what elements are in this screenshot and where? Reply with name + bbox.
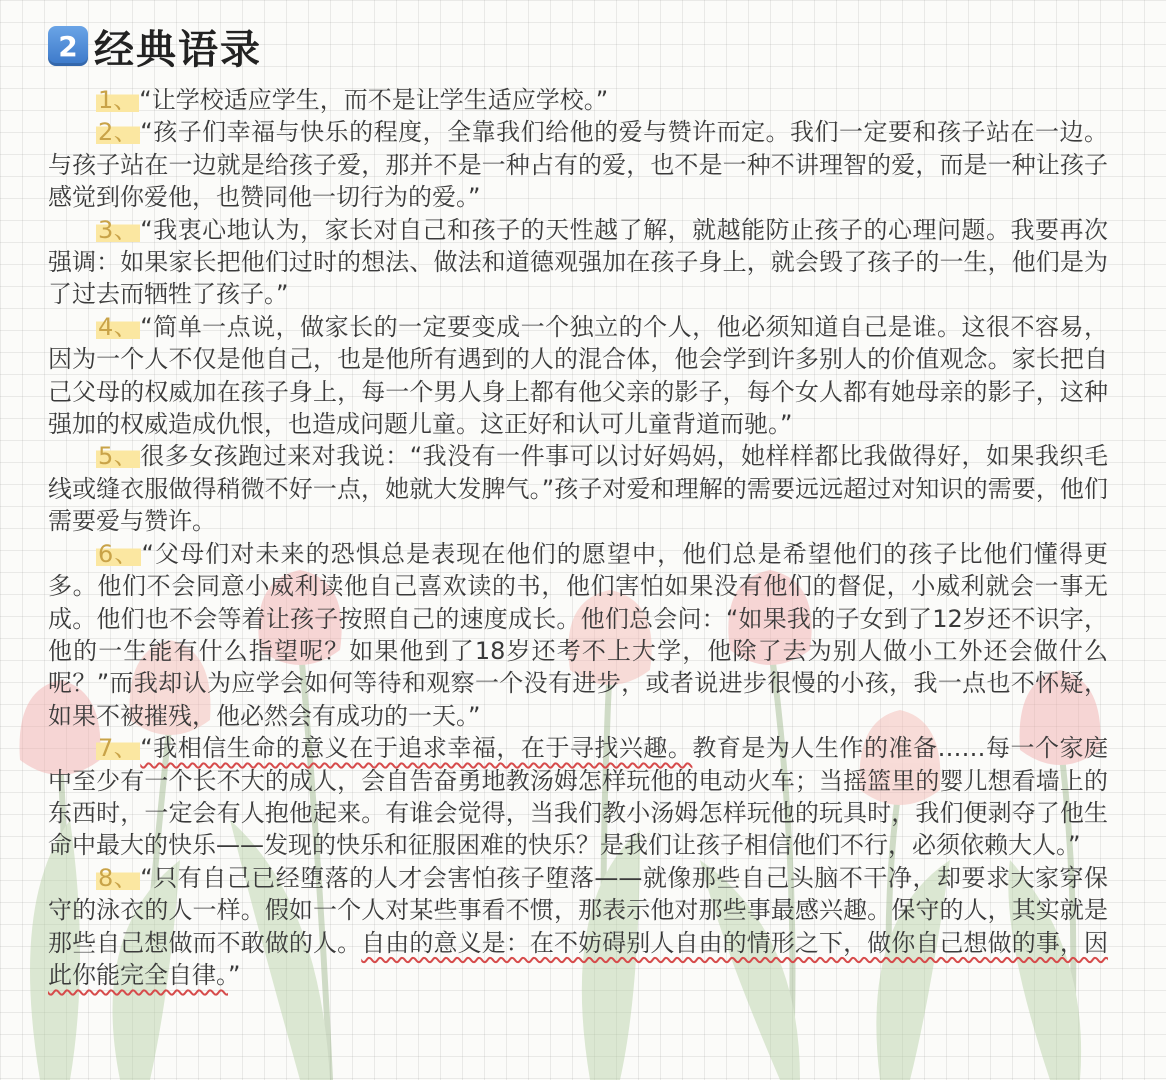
quote-number: 3、 — [98, 215, 139, 244]
quote-text: 教育是为人生作的准备……每一个家庭中至少有一个长不大的成人，会自告奋勇地教汤姆怎样玩他的电动火车；当摇篮里的婴儿想看墙上的东西时，一定会有人抱他起来。有谁会觉得，当我们教小汤姆怎样玩他的玩具时，我们便剥夺了他生命中最大的快乐——发现的快乐和征服困难的快乐？是我们让孩子相信他们不行，必须依赖大人。” — [48, 734, 1108, 860]
quote-text: “孩子们幸福与快乐的程度，全靠我们给他的爱与赞许而定。我们一定要和孩子站在一边。与孩子站在一边就是给孩子爱，那并不是一种占有的爱，也不是一种不讲理智的爱，而是一种让孩子感觉到你爱他，也赞同他一切行为的爱。” — [48, 118, 1108, 212]
quote-text: “父母们对未来的恐惧总是表现在他们的愿望中，他们总是希望他们的孩子比他们懂得更多。他们不会同意小威利读他自己喜欢读的书，他们害怕如果没有他们的督促，小威利就会一事无成。他们也不会等着让孩子按照自己的速度成长。他们总会问：“如果我的子女到了12岁还不识字，他的一生能有什么指望呢？如果他到了18岁还考不上大学，他除了去为别人做小工外还会做什么呢？”而我却认为应学会如何等待和观察一个没有进步，或者说进步很慢的小孩，我一点也不怀疑，如果不被摧残，他必然会有成功的一天。” — [48, 539, 1108, 730]
quote-text: 很多女孩跑过来对我说：“我没有一件事可以讨好妈妈，她样样都比我做得好，如果我织毛线或缝衣服做得稍微不好一点，她就大发脾气。”孩子对爱和理解的需要远远超过对知识的需要，他们需要爱与赞许。 — [48, 442, 1108, 536]
quote-number: 5、 — [98, 442, 139, 471]
quote-closing: ” — [228, 960, 241, 989]
quote-1 — [48, 84, 1108, 116]
section-title: 经典语录 — [94, 26, 262, 73]
quote-6 — [48, 538, 1108, 732]
quote-2 — [48, 116, 1108, 213]
quote-number: 1、 — [98, 86, 138, 114]
section-number-badge: 2 — [48, 26, 88, 66]
quote-number: 8、 — [98, 863, 139, 892]
underlined-highlight: “我相信生命的意义在于追求幸福，在于寻找兴趣。 — [140, 734, 693, 763]
quote-8 — [48, 862, 1108, 992]
quote-text: “简单一点说，做家长的一定要变成一个独立的个人，他必须知道自己是谁。这很不容易，因为一个人不仅是他自己，也是他所有遇到的人的混合体，他会学到许多别人的价值观念。家长把自己父母的权威加在孩子身上，每一个男人身上都有他父亲的影子，每个女人都有她母亲的影子，这种强加的权威造成仇恨，也造成问题儿童。这正好和认可儿童背道而驰。” — [48, 312, 1108, 439]
quote-text: “只有自己已经堕落的人才会害怕孩子堕落——就像那些自己头脑不干净，却要求大家穿保守的泳衣的人一样。假如一个人对某些事看不惯，那表示他对那些事最感兴趣。保守的人，其实就是那些自己想做而不敢做的人。 — [48, 863, 1108, 957]
quote-7 — [48, 732, 1108, 862]
quote-number: 7、 — [98, 734, 139, 763]
quote-number: 2、 — [98, 118, 139, 147]
underlined-highlight: 自由的意义是：在不妨碍别人自由的情形之下，做你自己想做的事，因此你能完全自律。 — [48, 928, 1109, 989]
section-heading — [48, 14, 1108, 78]
quote-number: 6、 — [98, 539, 140, 568]
quote-4 — [48, 311, 1108, 441]
quote-text: “我衷心地认为，家长对自己和孩子的天性越了解，就越能防止孩子的心理问题。我要再次强调：如果家长把他们过时的想法、做法和道德观强加在孩子身上，就会毁了孩子的一生，他们是为了过去而牺牲了孩子。” — [48, 215, 1108, 309]
quote-text: “让学校适应学生，而不是让学生适应学校。” — [139, 86, 609, 114]
quote-number: 4、 — [98, 312, 139, 341]
quote-3 — [48, 214, 1108, 311]
quote-5 — [48, 440, 1108, 537]
